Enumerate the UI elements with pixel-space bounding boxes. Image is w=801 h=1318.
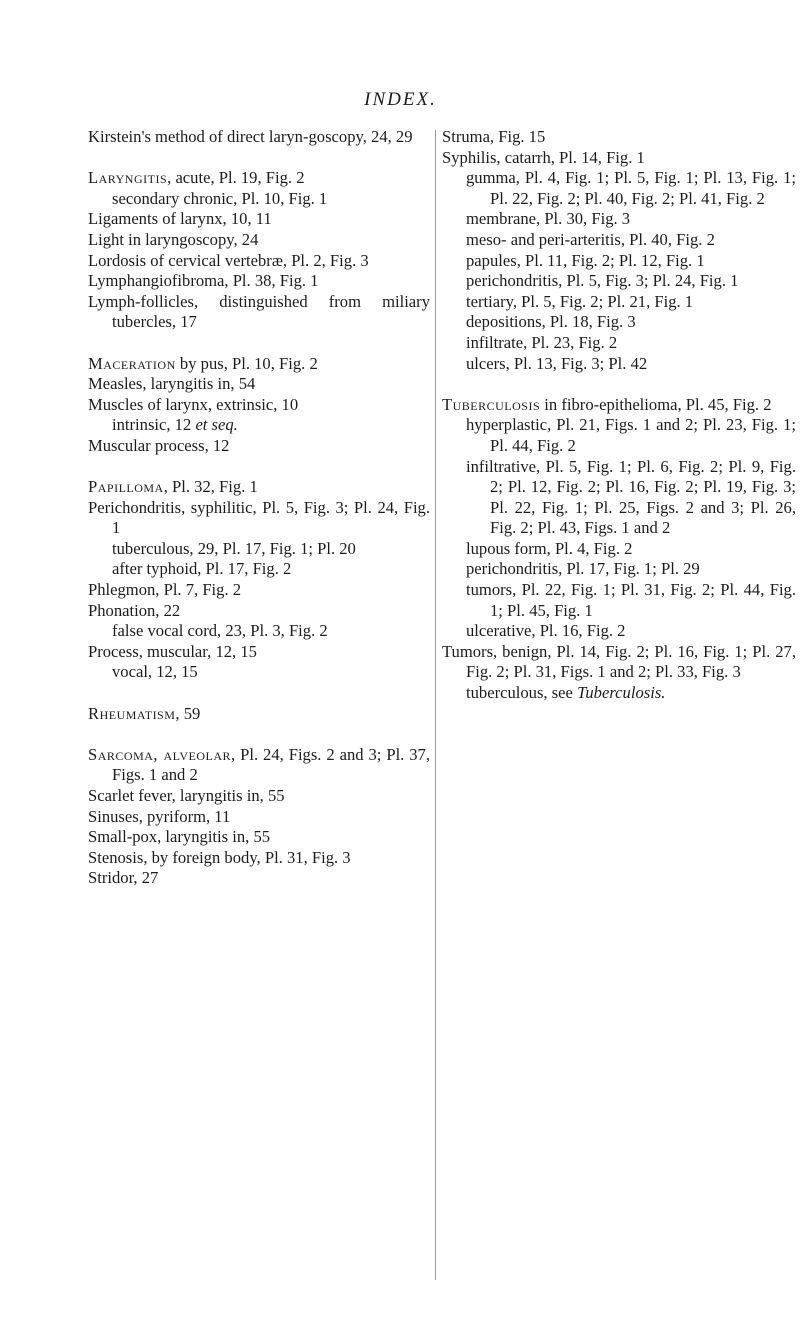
index-subentry [442, 539, 796, 560]
section-gap [88, 683, 430, 704]
index-subentry [442, 621, 796, 642]
index-entry [88, 271, 430, 292]
entry-text: Phonation, 22 [88, 600, 181, 620]
index-entry [88, 436, 430, 457]
entry-text: membrane, Pl. 30, Fig. 3 [466, 209, 631, 229]
index-subentry [442, 333, 796, 354]
entry-text: , acute, Pl. 19, Fig. 2 [167, 168, 305, 188]
index-entry [88, 395, 430, 416]
index-subentry [442, 559, 796, 580]
index-entry [442, 395, 796, 416]
index-entry [88, 827, 430, 848]
index-entry [88, 374, 430, 395]
index-subentry [442, 271, 796, 292]
entry-text: Light in laryngoscopy, 24 [88, 229, 259, 249]
entry-text: papules, Pl. 11, Fig. 2; Pl. 12, Fig. 1 [466, 250, 705, 270]
entry-text: Syphilis, catarrh, Pl. 14, Fig. 1 [442, 147, 645, 167]
section-gap [88, 457, 430, 478]
entry-text: infiltrative, Pl. 5, Fig. 1; Pl. 6, Fig. 2; Pl. 9, Fig. 2; Pl. 12, Fig. 2; Pl. 16, Fig. 2; Pl. 19, Fig. 3; Pl. 22, Fig. 1; Pl. 25, Figs. 2 and 3; Pl. 26, Fig. 2; Pl. 43, Figs. 1 and 2 [466, 456, 796, 538]
index-entry [88, 807, 430, 828]
entry-text: perichondritis, Pl. 17, Fig. 1; Pl. 29 [466, 559, 700, 579]
entry-text: ulcers, Pl. 13, Fig. 3; Pl. 42 [466, 353, 648, 373]
entry-text: Kirstein's method of direct laryn-goscopy, 24, 29 [88, 127, 413, 146]
index-entry [88, 868, 430, 889]
index-subentry [88, 415, 430, 436]
index-subentry [442, 354, 796, 375]
index-entry [442, 148, 796, 169]
entry-text: by pus, Pl. 10, Fig. 2 [175, 353, 318, 373]
entry-text: Phlegmon, Pl. 7, Fig. 2 [88, 580, 242, 600]
entry-text: lupous form, Pl. 4, Fig. 2 [466, 538, 633, 558]
index-entry [442, 642, 796, 683]
index-subentry [442, 230, 796, 251]
index-subentry [442, 312, 796, 333]
entry-text: perichondritis, Pl. 5, Fig. 3; Pl. 24, Fig. 1 [466, 271, 739, 291]
entry-text: Lordosis of cervical vertebræ, Pl. 2, Fig. 3 [88, 250, 369, 270]
index-entry [88, 642, 430, 663]
index-entry [88, 168, 430, 189]
entry-lead-word: Maceration [88, 353, 176, 373]
index-subentry [88, 539, 430, 560]
index-entry [88, 704, 430, 725]
index-entry [88, 601, 430, 622]
index-entry [88, 251, 430, 272]
entry-text: Muscular process, 12 [88, 435, 230, 455]
entry-italic-text: Tuberculosis. [577, 683, 666, 703]
index-entry [88, 354, 430, 375]
entry-text: tuberculous, see [466, 683, 578, 703]
entry-lead-word: Laryngitis [88, 168, 168, 188]
entry-lead-word: Sarcoma, alveolar [88, 744, 232, 764]
index-subentry [442, 209, 796, 230]
entry-text: intrinsic, 12 [112, 415, 196, 435]
index-subentry [88, 621, 430, 642]
index-subentry [88, 662, 430, 683]
entry-text: ulcerative, Pl. 16, Fig. 2 [466, 621, 626, 641]
entry-text: , Pl. 32, Fig. 1 [163, 477, 258, 497]
index-subentry [442, 415, 796, 456]
entry-text: Scarlet fever, laryngitis in, 55 [88, 786, 285, 805]
entry-text: Measles, laryngitis in, 54 [88, 374, 256, 394]
index-column-left [88, 127, 430, 889]
entry-lead-word: Rheumatism [88, 703, 176, 723]
index-entry [88, 745, 430, 786]
index-subentry [88, 559, 430, 580]
page-header: INDEX. [364, 89, 437, 110]
entry-text: meso- and peri-arteritis, Pl. 40, Fig. 2 [466, 229, 715, 249]
entry-text: Small-pox, laryngitis in, 55 [88, 827, 271, 847]
entry-text: infiltrate, Pl. 23, Fig. 2 [466, 332, 618, 352]
entry-text: Ligaments of larynx, 10, 11 [88, 209, 272, 229]
index-entry [88, 786, 430, 807]
section-gap [88, 724, 430, 745]
column-divider [435, 130, 436, 1280]
entry-text: , Pl. 24, Figs. 2 and 3; Pl. 37, Figs. 1 and 2 [112, 744, 430, 785]
index-entry [88, 209, 430, 230]
section-gap [88, 148, 430, 169]
index-entry [88, 292, 430, 333]
section-gap [442, 374, 796, 395]
index-entry [88, 848, 430, 869]
entry-text: tumors, Pl. 22, Fig. 1; Pl. 31, Fig. 2; Pl. 44, Fig. 1; Pl. 45, Fig. 1 [466, 580, 796, 620]
index-entry [88, 127, 430, 148]
index-column-right [442, 127, 796, 704]
index-entry [88, 477, 430, 498]
entry-text: Struma, Fig. 15 [442, 127, 546, 146]
entry-text: vocal, 12, 15 [112, 662, 198, 682]
index-subentry [442, 168, 796, 209]
index-subentry [442, 292, 796, 313]
entry-lead-word: Papilloma [88, 477, 164, 497]
index-subentry [88, 189, 430, 210]
entry-text: secondary chronic, Pl. 10, Fig. 1 [112, 188, 328, 208]
section-gap [88, 333, 430, 354]
entry-text: Lymphangiofibroma, Pl. 38, Fig. 1 [88, 271, 319, 291]
entry-text: hyperplastic, Pl. 21, Figs. 1 and 2; Pl. 23, Fig. 1; Pl. 44, Fig. 2 [466, 415, 796, 455]
entry-text: after typhoid, Pl. 17, Fig. 2 [112, 559, 292, 579]
entry-text: false vocal cord, 23, Pl. 3, Fig. 2 [112, 621, 328, 641]
index-entry [88, 498, 430, 539]
entry-text: Lymph-follicles, distinguished from miliary tubercles, 17 [88, 291, 430, 332]
entry-text: Stenosis, by foreign body, Pl. 31, Fig. 3 [88, 847, 351, 867]
entry-text: gumma, Pl. 4, Fig. 1; Pl. 5, Fig. 1; Pl. 13, Fig. 1; Pl. 22, Fig. 2; Pl. 40, Fig. 2; Pl. 41, Fig. 2 [466, 168, 796, 208]
index-entry [442, 127, 796, 148]
entry-lead-word: Tuberculosis [442, 394, 541, 414]
entry-text: Muscles of larynx, extrinsic, 10 [88, 394, 299, 414]
index-subentry [442, 457, 796, 539]
entry-text: Tumors, benign, Pl. 14, Fig. 2; Pl. 16, Fig. 1; Pl. 27, Fig. 2; Pl. 31, Figs. 1 and 2; Pl. 33, Fig. 3 [442, 641, 796, 682]
entry-text: in fibro-epithelioma, Pl. 45, Fig. 2 [540, 394, 772, 414]
entry-text: , 59 [175, 703, 201, 723]
index-subentry [442, 580, 796, 621]
entry-text: Stridor, 27 [88, 868, 159, 888]
index-subentry [442, 683, 796, 704]
entry-text: Process, muscular, 12, 15 [88, 641, 257, 661]
index-subentry [442, 251, 796, 272]
entry-italic-text: et seq. [195, 415, 238, 435]
entry-text: Perichondritis, syphilitic, Pl. 5, Fig. 3; Pl. 24, Fig. 1 [88, 497, 430, 538]
index-entry [88, 230, 430, 251]
index-entry [88, 580, 430, 601]
entry-text: depositions, Pl. 18, Fig. 3 [466, 312, 636, 332]
entry-text: tertiary, Pl. 5, Fig. 2; Pl. 21, Fig. 1 [466, 291, 694, 311]
entry-text: Sinuses, pyriform, 11 [88, 806, 231, 826]
entry-text: tuberculous, 29, Pl. 17, Fig. 1; Pl. 20 [112, 538, 356, 558]
